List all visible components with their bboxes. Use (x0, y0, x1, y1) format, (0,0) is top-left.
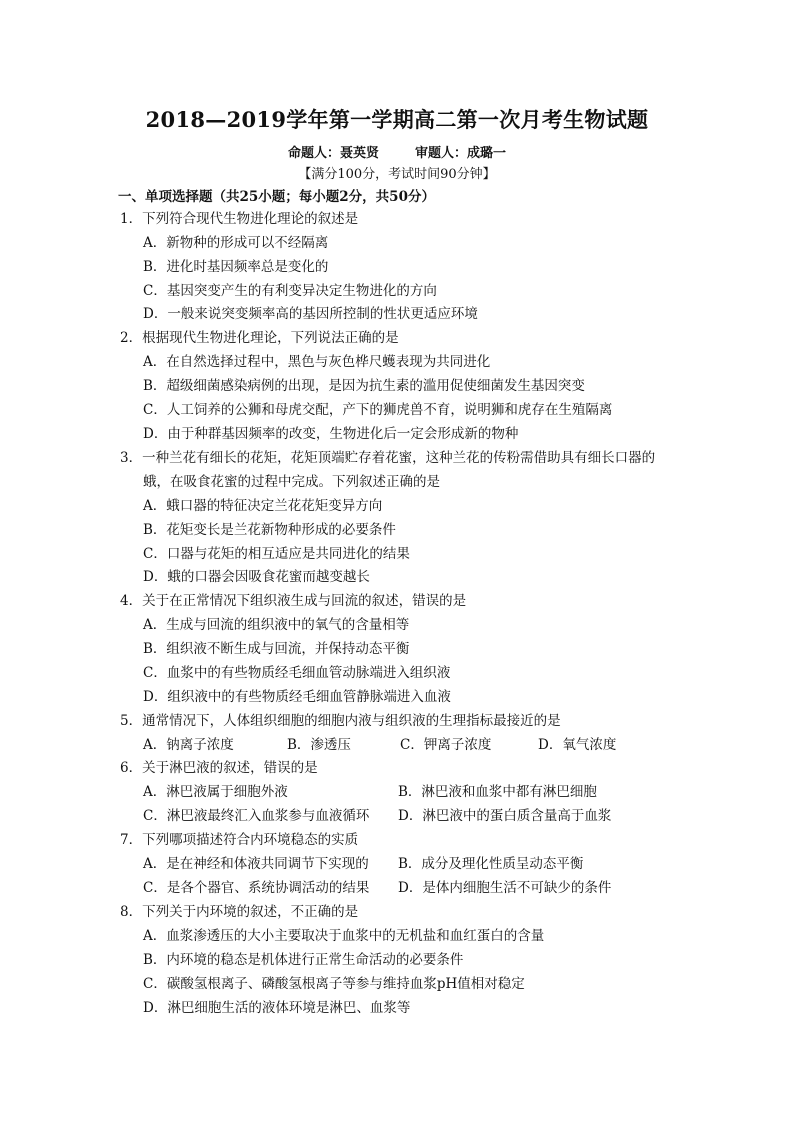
exam-title: 2018—2019学年第一学期高二第一次月考生物试题 (145, 107, 649, 132)
question-3-stem-continued: 蛾，在吸食花蜜的过程中完成。下列叙述正确的是 (143, 474, 440, 490)
section-heading: 一、单项选择题（共25小题；每小题2分，共50分） (118, 189, 435, 205)
question-6-option-d: D．淋巴液中的蛋白质含量高于血浆 (398, 808, 612, 824)
question-5-option-c: C．钾离子浓度 (400, 737, 492, 753)
question-1-option-d: D．一般来说突变频率高的基因所控制的性状更适应环境 (143, 306, 478, 322)
question-1-option-a: A．新物种的形成可以不经隔离 (143, 235, 329, 251)
question-5-option-d: D．氧气浓度 (538, 737, 617, 753)
question-7-option-c: C．是各个器官、系统协调活动的结果 (143, 880, 370, 896)
question-8-stem: 8．下列关于内环境的叙述，不正确的是 (120, 904, 359, 920)
question-1-option-c: C．基因突变产生的有利变异决定生物进化的方向 (143, 283, 437, 299)
question-2-option-c: C．人工饲养的公狮和母虎交配，产下的狮虎兽不育，说明狮和虎存在生殖隔离 (143, 402, 613, 418)
question-7-option-b: B．成分及理化性质呈动态平衡 (398, 856, 584, 872)
author-line (0, 142, 794, 161)
question-3-option-b: B．花矩变长是兰花新物种形成的必要条件 (143, 522, 396, 538)
question-8-option-b: B．内环境的稳态是机体进行正常生命活动的必要条件 (143, 952, 464, 968)
question-8-option-d: D．淋巴细胞生活的液体环境是淋巴、血浆等 (143, 1000, 411, 1016)
question-8-option-c: C．碳酸氢根离子、磷酸氢根离子等参与维持血浆pH值相对稳定 (143, 976, 525, 992)
reviewer-label: 审题人：成璐一 (415, 146, 507, 161)
exam-info: 【满分100分，考试时间90分钟】 (298, 167, 496, 182)
question-5-option-b: B．渗透压 (287, 737, 351, 753)
question-2-option-d: D．由于种群基因频率的改变，生物进化后一定会形成新的物种 (143, 426, 519, 442)
question-1-stem: 1．下列符合现代生物进化理论的叙述是 (120, 211, 359, 227)
question-1-option-b: B．进化时基因频率总是变化的 (143, 259, 329, 275)
question-5-option-a: A．钠离子浓度 (143, 737, 234, 753)
question-4-stem: 4．关于在正常情况下组织液生成与回流的叙述，错误的是 (120, 593, 467, 609)
question-4-option-b: B．组织液不断生成与回流，并保持动态平衡 (143, 641, 410, 657)
question-3-stem: 3．一种兰花有细长的花矩，花矩顶端贮存着花蜜，这种兰花的传粉需借助具有细长口器的 (120, 450, 656, 466)
question-4-option-d: D．组织液中的有些物质经毛细血管静脉端进入血液 (143, 689, 451, 705)
question-3-option-c: C．口器与花矩的相互适应是共同进化的结果 (143, 546, 410, 562)
question-8-option-a: A．血浆渗透压的大小主要取决于血浆中的无机盐和血红蛋白的含量 (143, 928, 545, 944)
question-6-option-b: B．淋巴液和血浆中都有淋巴细胞 (398, 784, 597, 800)
question-5-stem: 5．通常情况下，人体组织细胞的细胞内液与组织液的生理指标最接近的是 (120, 713, 561, 729)
question-2-option-b: B．超级细菌感染病例的出现，是因为抗生素的滥用促使细菌发生基因突变 (143, 378, 585, 394)
question-3-option-a: A．蛾口器的特征决定兰花花矩变异方向 (143, 498, 383, 514)
question-6-stem: 6．关于淋巴液的叙述，错误的是 (120, 760, 318, 776)
question-7-option-a: A．是在神经和体液共同调节下实现的 (143, 856, 369, 872)
question-6-option-a: A．淋巴液属于细胞外液 (143, 784, 288, 800)
question-2-option-a: A．在自然选择过程中，黑色与灰色桦尺蠖表现为共同进化 (143, 354, 491, 370)
question-6-option-c: C．淋巴液最终汇入血浆参与血液循环 (143, 808, 370, 824)
question-2-stem: 2．根据现代生物进化理论，下列说法正确的是 (120, 330, 399, 346)
question-3-option-d: D．蛾的口器会因吸食花蜜而越变越长 (143, 569, 370, 585)
question-7-option-d: D．是体内细胞生活不可缺少的条件 (398, 880, 612, 896)
question-4-option-c: C．血浆中的有些物质经毛细血管动脉端进入组织液 (143, 665, 451, 681)
author-label: 命题人：聂英贤 (287, 146, 379, 161)
question-7-stem: 7．下列哪项描述符合内环境稳态的实质 (120, 832, 359, 848)
question-4-option-a: A．生成与回流的组织液中的氧气的含量相等 (143, 617, 410, 633)
